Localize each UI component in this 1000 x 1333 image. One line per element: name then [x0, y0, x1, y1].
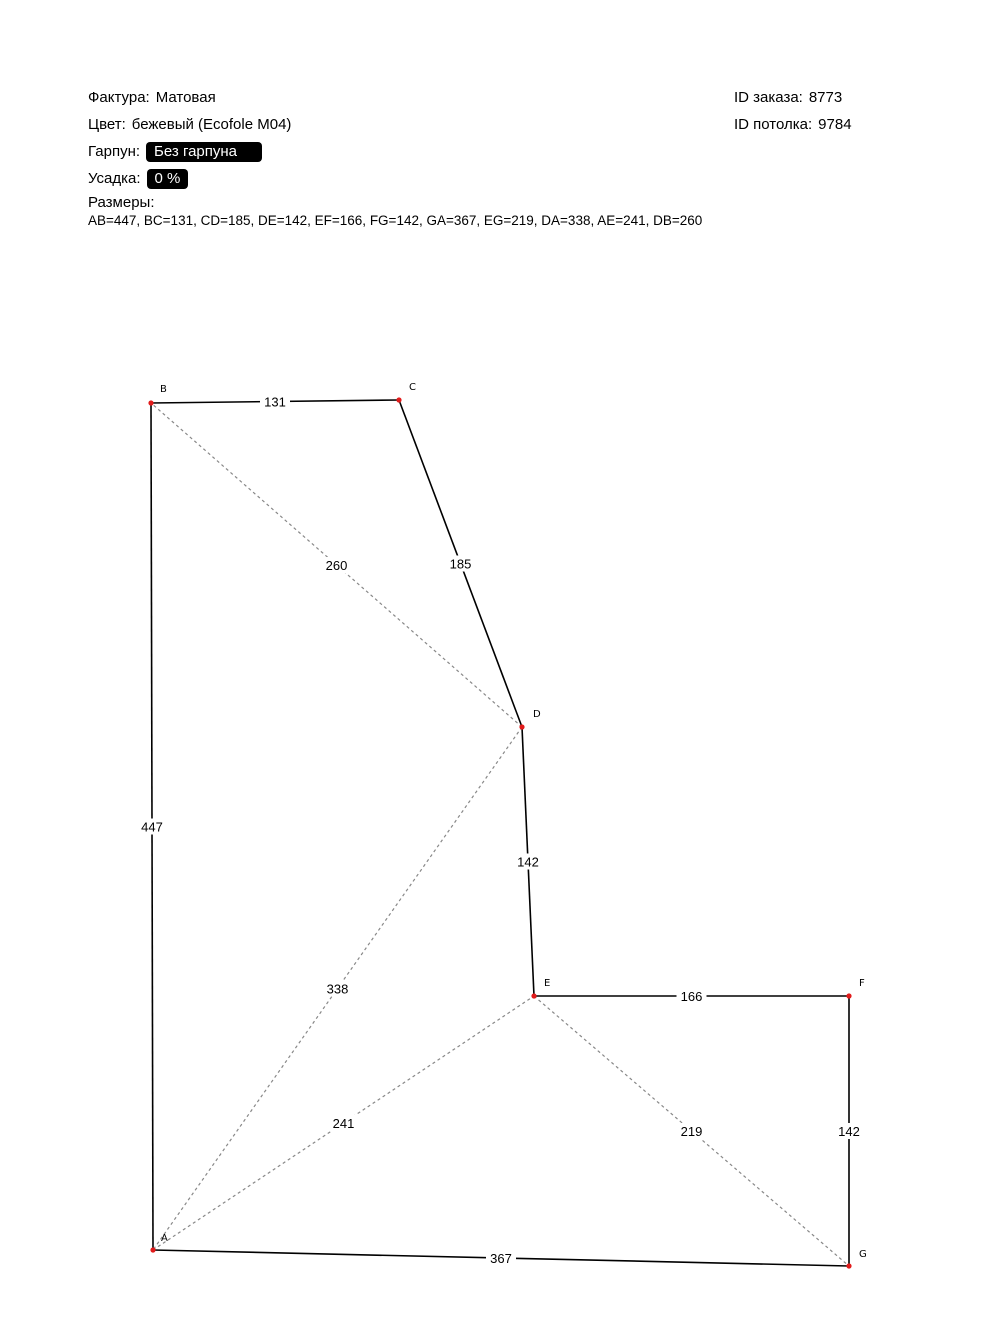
edge-label-cd: 185 [449, 556, 472, 572]
vertex-label-c: C [409, 382, 416, 393]
color-value: бежевый (Ecofole M04) [131, 116, 292, 133]
ceiling-id-label: ID потолка: [734, 116, 813, 133]
vertex-label-a: A [161, 1233, 168, 1244]
order-id-value: 8773 [808, 89, 843, 106]
vertex-point-b [148, 400, 153, 405]
shrink-badge: 0 % [147, 169, 189, 189]
vertex-label-f: F [859, 978, 865, 989]
vertex-point-a [150, 1247, 155, 1252]
diagonal-label-db: 260 [325, 558, 348, 573]
edge-label-bc: 131 [264, 394, 286, 410]
dimensions-list: AB=447, BC=131, CD=185, DE=142, EF=166, FG=142, GA=367, EG=219, DA=338, AE=241, DB=260 [88, 213, 703, 228]
vertex-point-d [519, 724, 524, 729]
ceiling-id-value: 9784 [818, 116, 852, 133]
edge-label-de: 142 [517, 854, 539, 870]
edge-label-ga: 367 [490, 1251, 512, 1266]
order-id-label: ID заказа: [734, 89, 803, 106]
vertex-point-e [531, 993, 536, 998]
texture-value: Матовая [155, 89, 216, 106]
vertex-point-c [396, 397, 401, 402]
edge-label-ef: 166 [680, 989, 703, 1004]
color-label: Цвет: [88, 116, 126, 133]
harpoon-badge: Без гарпуна [146, 142, 262, 162]
diagonal-label-eg: 219 [680, 1124, 703, 1139]
vertex-point-g [846, 1263, 851, 1268]
vertex-label-e: E [544, 978, 551, 989]
vertex-label-g: G [859, 1249, 867, 1260]
dimensions-label: Размеры: [88, 194, 155, 211]
texture-label: Фактура: [88, 89, 150, 106]
diagonal-label-ae: 241 [332, 1116, 355, 1131]
harpoon-label: Гарпун: [88, 143, 141, 160]
vertex-label-b: B [160, 384, 167, 395]
shrink-label: Усадка: [88, 170, 141, 187]
diagonal-label-da: 338 [326, 981, 349, 997]
vertex-label-d: D [533, 709, 541, 720]
edge-label-fg: 142 [838, 1124, 860, 1139]
edge-label-ab: 447 [141, 819, 163, 835]
vertex-point-f [846, 993, 851, 998]
